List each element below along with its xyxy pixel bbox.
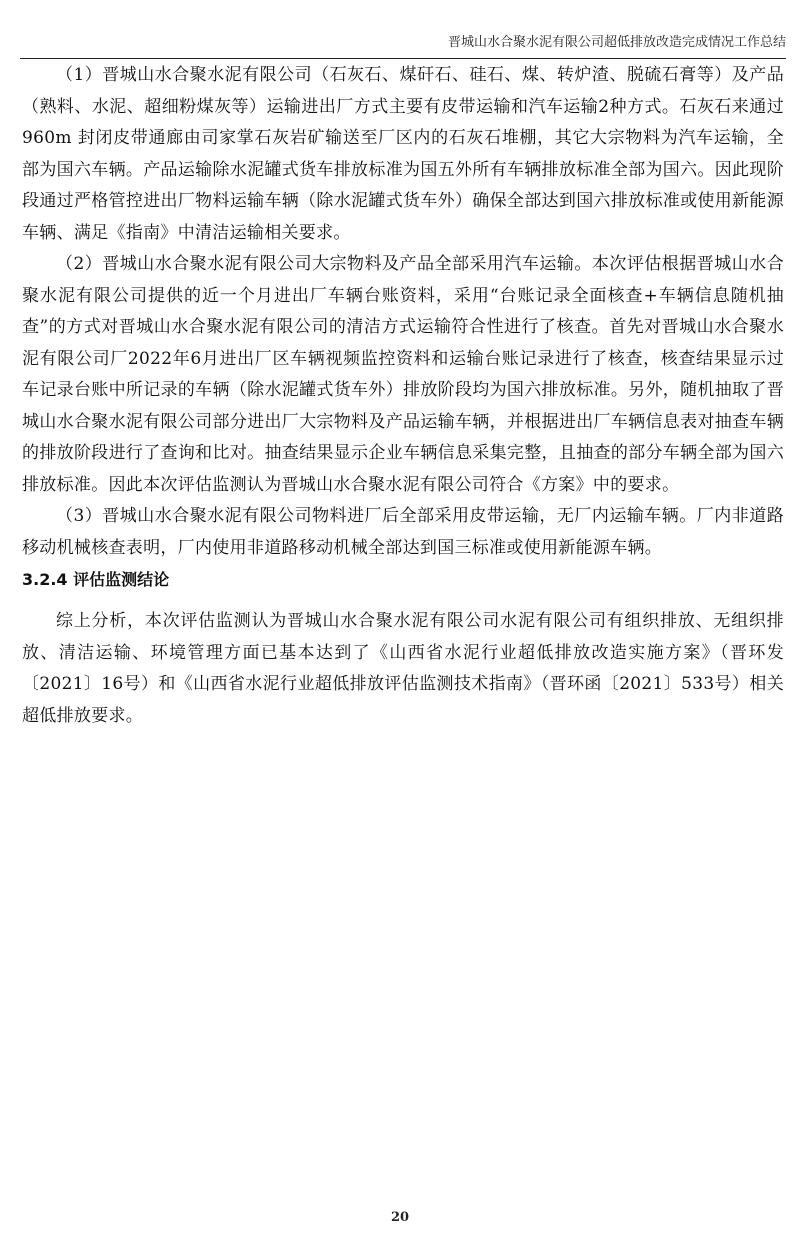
header-rule: [20, 58, 786, 59]
body-text: [22, 60, 784, 732]
page-number: 20: [390, 1210, 410, 1225]
paragraph-belt-and-truck-transport: （1）晋城山水合聚水泥有限公司（石灰石、煤矸石、硅石、煤、转炉渣、脱硫石膏等）及产品（熟料、水泥、超细粉煤灰等）运输进出厂方式主要有皮带运输和汽车运输2种方式。石灰石来通过 960m 封闭皮带通廊由司家掌石灰岩矿输送至厂区内的石灰石堆棚，其它大宗物料为汽车运输，全部为国六车辆。产品运输除水泥罐式货车排放标准为国五外所有车辆排放标准全部为国六。因此现阶段通过严格管控进出厂物料运输车辆（除水泥罐式货车外）确保全部达到国六排放标准或使用新能源车辆、满足《指南》中清洁运输相关要求。: [22, 65, 784, 243]
paragraph-in-plant-transport: （3）晋城山水合聚水泥有限公司物料进厂后全部采用皮带运输，无厂内运输车辆。厂内非道路移动机械核查表明，厂内使用非道路移动机械全部达到国三标准或使用新能源车辆。: [22, 506, 784, 558]
paragraph-vehicle-ledger-check: （2）晋城山水合聚水泥有限公司大宗物料及产品全部采用汽车运输。本次评估根据晋城山水合聚水泥有限公司提供的近一个月进出厂车辆台账资料，采用“台账记录全面核查+车辆信息随机抽查”的方式对晋城山水合聚水泥有限公司的清洁方式运输符合性进行了核查。首先对晋城山水合聚水泥有限公司厂2022年6月进出厂区车辆视频监控资料和运输台账记录进行了核查，核查结果显示过车记录台账中所记录的车辆（除水泥罐式货车外）排放阶段均为国六排放标准。另外，随机抽取了晋城山水合聚水泥有限公司部分进出厂大宗物料及产品运输车辆，并根据进出厂车辆信息表对抽查车辆的排放阶段进行了查询和比对。抽查结果显示企业车辆信息采集完整，且抽查的部分车辆全部为国六排放标准。因此本次评估监测认为晋城山水合聚水泥有限公司符合《方案》中的要求。: [22, 254, 784, 495]
section-heading: 3.2.4 评估监测结论: [22, 570, 170, 589]
running-header: 晋城山水合聚水泥有限公司超低排放改造完成情况工作总结: [447, 35, 786, 50]
paragraph-conclusion: 综上分析，本次评估监测认为晋城山水合聚水泥有限公司水泥有限公司有组织排放、无组织排放、清洁运输、环境管理方面已基本达到了《山西省水泥行业超低排放改造实施方案》（晋环发〔2021〕16号）和《山西省水泥行业超低排放评估监测技术指南》（晋环函〔2021〕533号）相关超低排放要求。: [22, 611, 784, 726]
